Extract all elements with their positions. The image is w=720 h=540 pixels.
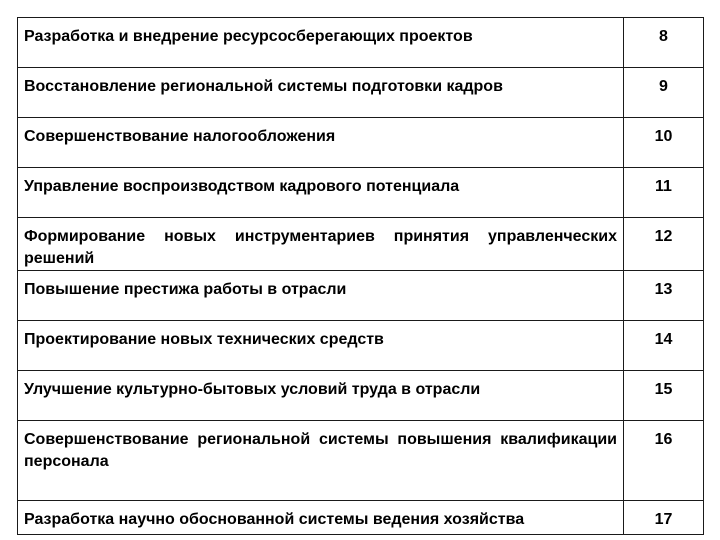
row-title: Совершенствование региональной системы повышения квалификации персонала xyxy=(18,421,624,501)
row-number: 14 xyxy=(624,321,704,371)
row-title: Разработка и внедрение ресурсосберегающих проектов xyxy=(18,18,624,68)
row-number: 15 xyxy=(624,371,704,421)
row-title: Разработка научно обоснованной системы ведения хозяйства xyxy=(18,501,624,535)
table-row xyxy=(18,501,704,535)
row-number: 12 xyxy=(624,218,704,271)
table-row xyxy=(18,68,704,118)
table-row xyxy=(18,321,704,371)
row-title: Повышение престижа работы в отрасли xyxy=(18,271,624,321)
row-title: Управление воспроизводством кадрового потенциала xyxy=(18,168,624,218)
table-row xyxy=(18,371,704,421)
table-row xyxy=(18,271,704,321)
row-title: Восстановление региональной системы подготовки кадров xyxy=(18,68,624,118)
table-row xyxy=(18,168,704,218)
row-number: 9 xyxy=(624,68,704,118)
row-number: 17 xyxy=(624,501,704,535)
row-number: 11 xyxy=(624,168,704,218)
row-title: Проектирование новых технических средств xyxy=(18,321,624,371)
row-title: Улучшение культурно-бытовых условий труда в отрасли xyxy=(18,371,624,421)
table-row xyxy=(18,118,704,168)
row-title: Формирование новых инструментариев принятия управленческих решений xyxy=(18,218,624,271)
row-number: 10 xyxy=(624,118,704,168)
row-number: 8 xyxy=(624,18,704,68)
row-number: 13 xyxy=(624,271,704,321)
row-number: 16 xyxy=(624,421,704,501)
program-table xyxy=(17,17,704,535)
program-table-container xyxy=(17,17,703,531)
table-row xyxy=(18,218,704,271)
row-title: Совершенствование налогообложения xyxy=(18,118,624,168)
table-row xyxy=(18,421,704,501)
table-row xyxy=(18,18,704,68)
